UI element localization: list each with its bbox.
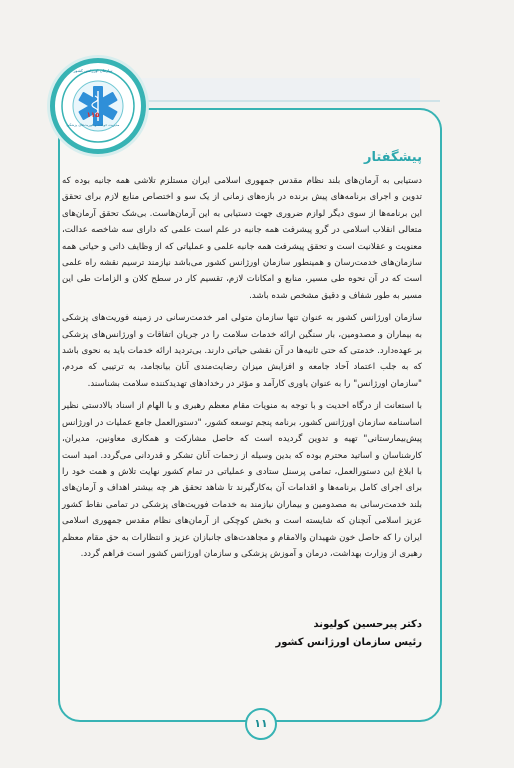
signature-block: [212, 616, 422, 652]
star-of-life-icon: [55, 63, 141, 149]
logo-number: ۱۱۵: [86, 111, 100, 119]
paragraph-2: سازمان اورژانس کشور به عنوان تنها سازمان متولی امر خدمت‌رسانی در زمینه فوریت‌های پزشکی به بیماران و مصدومین، بار سنگین ارائه خدمات سلامت را در جریان اتفاقات و اورژانس‌های پزشکی بر عهده‌دارد. خدمتی که حتی ثانیه‌ها در آن نقشی حیاتی دارند. بی‌تردید ارائه خدمات باید به نحوی باشد که به جلب اعتماد آحاد جامعه و افزایش میزان رضایت‌مندی آنان بیانجامد، به ترتیبی که مردم، "سازمان اورژانس" را به عنوان یاوری کارآمد و مؤثر در رخدادهای تهدیدکننده سلامت بشناسند.: [62, 313, 422, 389]
logo-subtext: مدیریت حوادث و فوریت‌های پزشکی: [66, 123, 120, 127]
preface-content: [62, 150, 422, 568]
section-title: پیشگفتار: [363, 150, 422, 165]
signature-name: دکتر پیرحسین کولیوند: [313, 619, 422, 630]
paragraph-3: با استعانت از درگاه احدیت و با توجه به منویات مقام معظم رهبری و با الهام از اسناد بالادستی نظیر اساسنامه سازمان اورژانس کشور، برنامه پنجم توسعه کشور، "دستورالعمل جامع عملیات در اورژانس پیش‌بیمارستانی" تهیه و تدوین گردیده است که حاصل مشارکت و همکاری معاونین، مدیران، کارشناسان و اساتید محترم بوده که بدین وسیله از زحمات آنان تشکر و قدردانی می‌گردد. امید است با ابلاغ این دستورالعمل، تمامی پرسنل ستادی و عملیاتی در تمام کشور نهایت تلاش و همت خود را برای اجرای کامل برنامه‌ها و اقدامات آن به‌کارگیرند تا شاهد تحقق هر چه بیشتر اهداف و آرمان‌های بلند خدمت‌رسانی به مصدومین و بیماران نیازمند به خدمات فوریت‌های پزشکی در تمامی نقاط کشور عزیز اسلامی آنچنان که شایسته است و بخش کوچکی از آرمان‌های نظام مقدس جمهوری اسلامی ایران را که حاصل خون شهیدان والامقام و مجاهدت‌های جانبازان عزیز و انتظارات به حق مقام معظم رهبری از وزارت بهداشت، درمان و آموزش پزشکی و سازمان اورژانس کشور است فراهم گردد.: [61, 401, 422, 559]
page-number: ۱۱: [245, 708, 277, 740]
signature-role: رئیس سازمان اورژانس کشور: [275, 637, 422, 648]
paragraph-1: دستیابی به آرمان‌های بلند نظام مقدس جمهوری اسلامی ایران مستلزم تلاشی همه جانبه بوده که تدوین و اجرای برنامه‌های پیش برنده در بازه‌های زمانی از یک سو و اختصاص منابع لازم برای تحقق این برنامه‌ها از سوی دیگر لوازم ضروری جهت دستیابی به این آرمان‌هاست. بی‌شک تحقق آرمان‌های متعالی انقلاب اسلامی در گرو پیشرفت همه جانبه در علم است علمی که دارای سه شاخصه عدالت، معنویت و عقلانیت است و تحقق پیشرفت همه جانبه علمی و عملیاتی که از وظایف ذاتی و حیاتی همه سازمان‌های خدمت‌رسان و همینطور سازمان اورژانس کشور می‌باشد نیازمند ترسیم نقشه راه علمی است که در آن نحوه طی مسیر، منابع و امکانات لازم، تقسیم کار در سطح کلان و الزامات طی این مسیر به طور شفاف و دقیق مشخص شده باشد.: [62, 176, 422, 301]
header-divider: [140, 100, 440, 102]
emergency-logo: [50, 58, 146, 154]
logo-ring-text: سازمان اورژانس کشور: [73, 68, 113, 73]
